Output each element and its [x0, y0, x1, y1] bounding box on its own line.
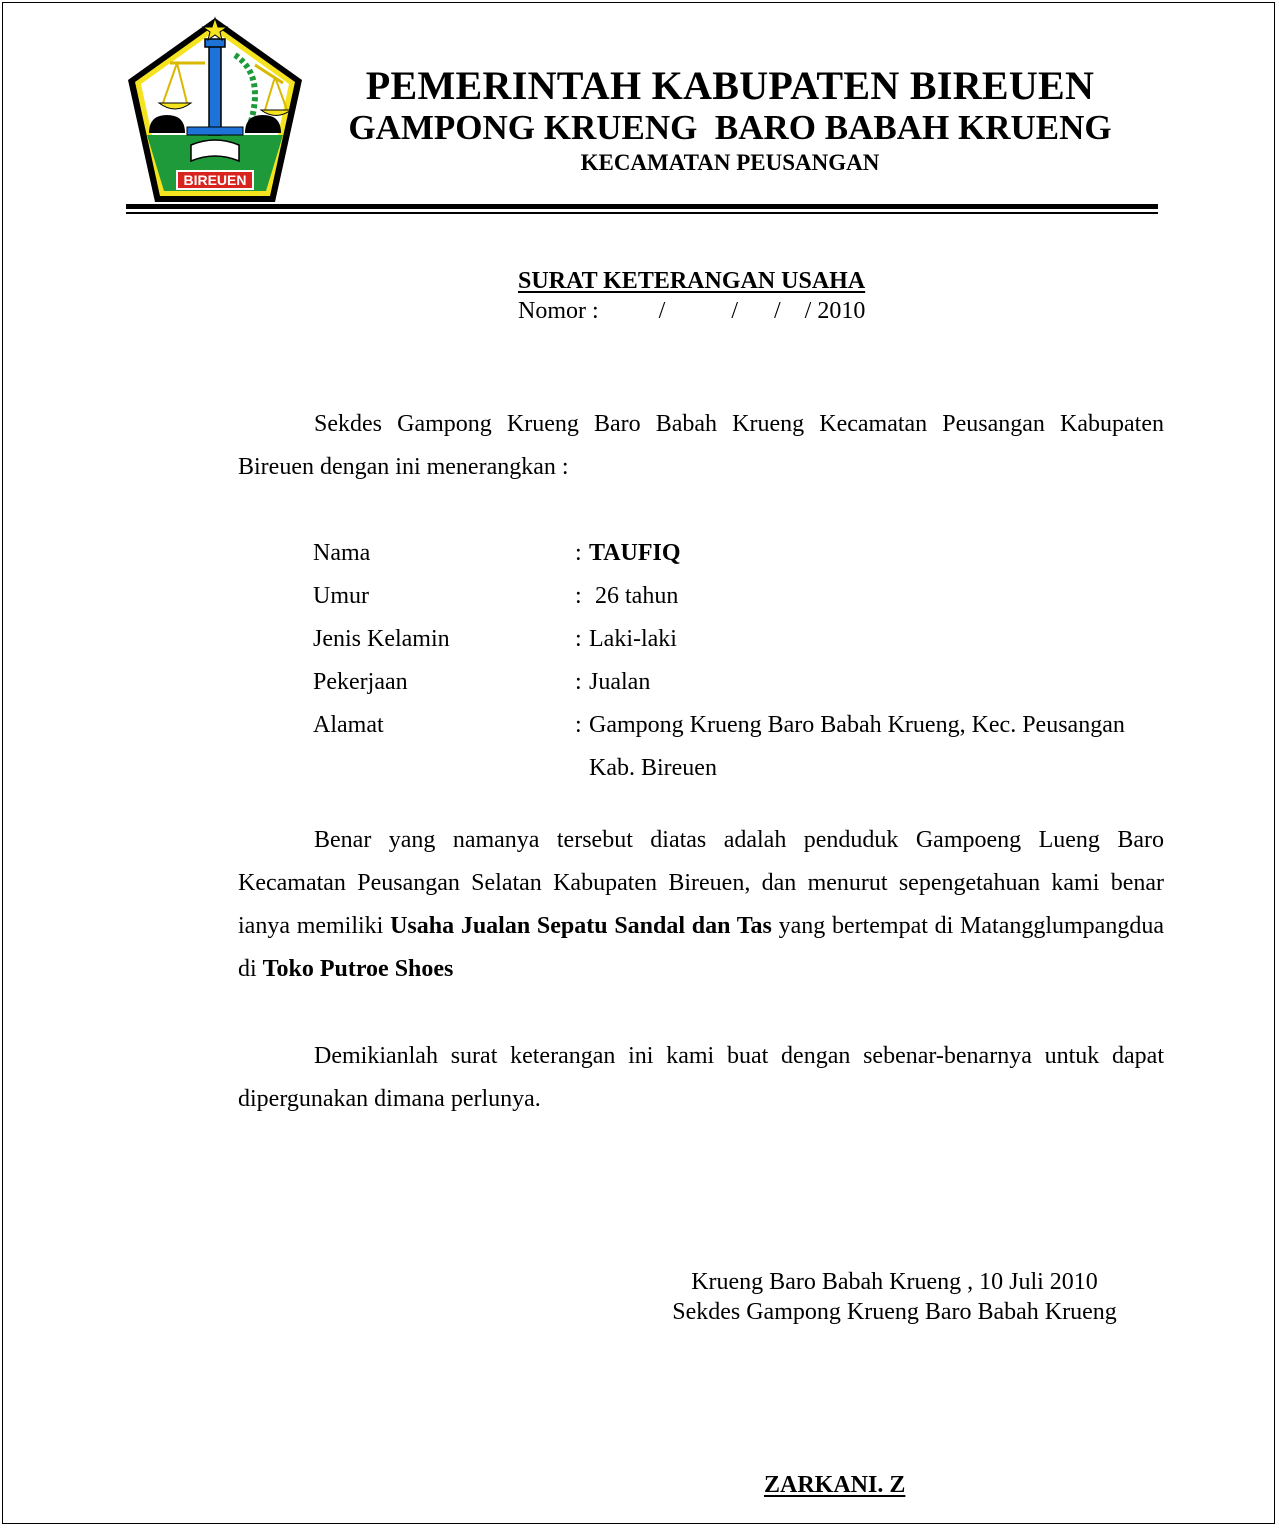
bireuen-emblem	[125, 15, 305, 205]
letter-title-block	[518, 266, 865, 326]
logo-lettering: BIREUEN	[183, 172, 247, 188]
signer-name: ZARKANI. Z	[764, 1472, 906, 1498]
business-name: Usaha Jualan Sepatu Sandal dan Tas	[390, 913, 772, 939]
letterhead-line-2: GAMPONG KRUENG BARO BABAH KRUENG	[348, 108, 1112, 147]
closing-paragraph: Demikianlah surat keterangan ini kami buat dengan sebenar-benarnya untuk dapat dipergunakan dimana perlunya.	[238, 1043, 1164, 1112]
field-colon: :	[575, 712, 582, 738]
field-label: Nama	[313, 540, 371, 566]
field-value: Laki-laki	[589, 626, 677, 652]
field-value: TAUFIQ	[589, 540, 681, 566]
opening-paragraph: Sekdes Gampong Krueng Baro Babah Krueng Kecamatan Peusangan Kabupaten Bireuen dengan ini menerangkan :	[238, 411, 1164, 480]
field-colon: :	[575, 583, 582, 609]
field-value: 26 tahun	[589, 583, 679, 609]
field-label: Alamat	[313, 712, 384, 738]
field-colon: :	[575, 540, 582, 566]
letterhead-line-1: PEMERINTAH KABUPATEN BIREUEN	[365, 63, 1095, 108]
field-colon: :	[575, 626, 582, 652]
letterhead-rule-thin	[126, 212, 1158, 214]
body-paragraph	[238, 819, 1164, 991]
body-text-2: yang bertempat di Matangglumpangdua di	[238, 913, 1164, 982]
letterhead-rule	[126, 204, 1158, 209]
letter-title: SURAT KETERANGAN USAHA	[518, 268, 866, 294]
letter-number: Nomor : / / / / 2010	[518, 298, 866, 324]
letterhead-line-3: KECAMATAN PEUSANGAN	[580, 150, 880, 175]
field-row-occupation	[313, 661, 1169, 704]
field-label: Pekerjaan	[313, 669, 408, 695]
field-row-gender	[313, 618, 1169, 661]
shop-name: Toko Putroe Shoes	[262, 956, 454, 982]
field-colon: :	[575, 669, 582, 695]
field-row-address	[313, 704, 1169, 747]
signature-place-date: Krueng Baro Babah Krueng , 10 Juli 2010	[691, 1269, 1098, 1295]
signature-block	[662, 1267, 1127, 1327]
field-value: Gampong Krueng Baro Babah Krueng, Kec. Peusangan	[589, 712, 1125, 738]
identity-fields	[313, 532, 1169, 790]
field-label: Umur	[313, 583, 369, 609]
field-row-age	[313, 575, 1169, 618]
field-label: Jenis Kelamin	[313, 626, 450, 652]
field-row-name	[313, 532, 1169, 575]
field-value: Jualan	[589, 669, 651, 695]
body-text-1: Benar yang namanya tersebut diatas adalah penduduk Gampoeng Lueng Baro Kecamatan Peusangan Selatan Kabupaten Bireuen, dan menurut sepengetahuan kami benar ianya memiliki	[238, 827, 1164, 939]
field-value-address-line-2: Kab. Bireuen	[589, 755, 717, 781]
signature-position: Sekdes Gampong Krueng Baro Babah Krueng	[672, 1299, 1117, 1325]
